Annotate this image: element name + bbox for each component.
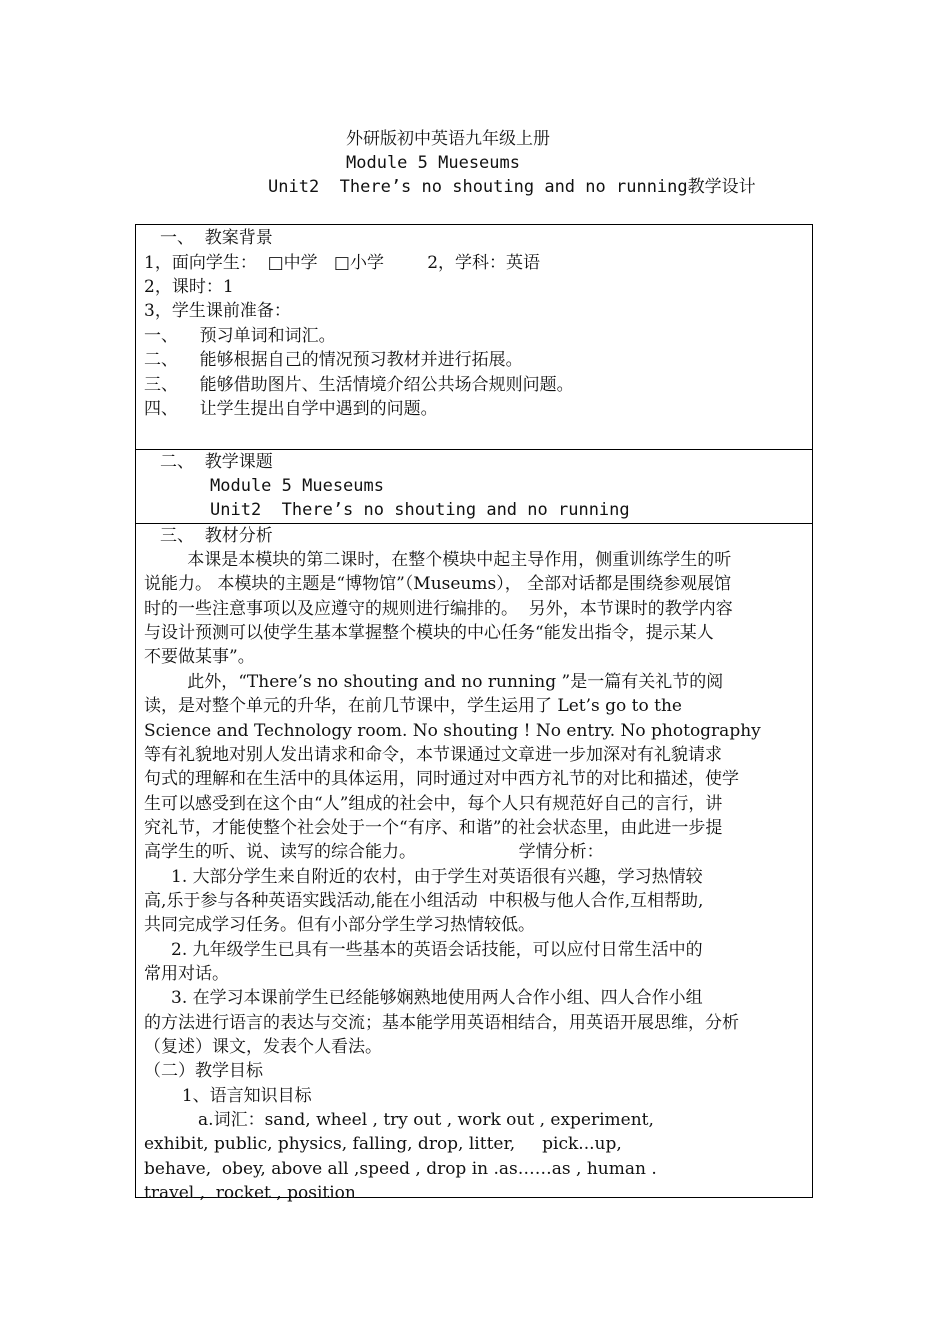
class-hours-line: 2，课时：1 [144, 277, 234, 297]
analysis-line: 时的一些注意事项以及应遵守的规则进行编排的。 另外，本节课时的教学内容 [144, 598, 733, 619]
analysis-line: 说能力。 本模块的主题是“博物馆”（Museums）， 全部对话都是围绕参观展馆 [144, 574, 732, 595]
analysis-line: exhibit, public, physics, falling, drop, litter, pick...up, [144, 1134, 622, 1155]
analysis-line: 1、语言知识目标 [144, 1085, 312, 1106]
analysis-line: 1. 大部分学生来自附近的农村，由于学生对英语很有兴趣，学习热情较 [144, 866, 703, 887]
analysis-line: 高,乐于参与各种英语实践活动,能在小组活动 中积极与他人合作,互相帮助, [144, 890, 704, 911]
topic-module: Module 5 Mueseums [210, 476, 384, 496]
analysis-line: 常用对话。 [144, 964, 229, 984]
analysis-line: 句式的理解和在生活中的具体运用，同时通过对中西方礼节的对比和描述，使学 [144, 769, 739, 790]
student-prep-line: 3，学生课前准备： [144, 301, 291, 321]
target-students-line: 1，面向学生： □中学 □小学 2，学科：英语 [144, 253, 541, 273]
analysis-line: 2. 九年级学生已具有一些基本的英语会话技能，可以应付日常生活中的 [144, 939, 703, 960]
analysis-line: 的方法进行语言的表达与交流；基本能学用英语相结合，用英语开展思维，分析 [144, 1012, 739, 1033]
analysis-line: 等有礼貌地对别人发出请求和命令，本节课通过文章进一步加深对有礼貌请求 [144, 744, 722, 765]
analysis-line: 不要做某事”。 [144, 647, 255, 668]
analysis-line: 本课是本模块的第二课时，在整个模块中起主导作用，侧重训练学生的听 [144, 550, 732, 570]
prep-item: 一、 预习单词和词汇。 [144, 326, 336, 346]
page-title-line1: 外研版初中英语九年级上册 [346, 129, 550, 149]
analysis-line: 读，是对整个单元的升华，在前几节课中，学生运用了 Let’s go to the [144, 696, 682, 717]
analysis-line: 高学生的听、说、读写的综合能力。 学情分析： [144, 842, 604, 863]
analysis-line: 与设计预测可以使学生基本掌握整个模块的中心任务“能发出指令，提示某人 [144, 623, 714, 643]
analysis-line: 生可以感受到在这个由“人”组成的社会中，每个人只有规范好自己的言行，讲 [144, 793, 723, 814]
analysis-line: 3. 在学习本课前学生已经能够娴熟地使用两人合作小组、四人合作小组 [144, 988, 703, 1009]
section-heading-background: 一、 教案背景 [160, 228, 273, 248]
analysis-line: Science and Technology room. No shouting ! No entry. No photography [144, 720, 761, 741]
page-title-line3: Unit2 There’s no shouting and no running教学设计 [268, 177, 756, 197]
analysis-line: a.词汇：sand, wheel , try out , work out , experiment, [144, 1110, 654, 1131]
prep-item: 四、 让学生提出自学中遇到的问题。 [144, 399, 438, 419]
analysis-line: behave, obey, above all ,speed , drop in .as……as , human . [144, 1158, 657, 1179]
analysis-line: 共同完成学习任务。但有小部分学生学习热情较低。 [144, 915, 535, 936]
prep-item: 二、 能够根据自己的情况预习教材并进行拓展。 [144, 350, 523, 370]
analysis-line: （复述）课文，发表个人看法。 [144, 1037, 382, 1057]
topic-unit: Unit2 There’s no shouting and no running [210, 500, 630, 520]
page-title-line2: Module 5 Mueseums [346, 153, 520, 173]
analysis-line: 究礼节，才能使整个社会处于一个“有序、和谐”的社会状态里，由此进一步提 [144, 817, 723, 838]
section-heading-topic: 二、 教学课题 [160, 452, 273, 472]
analysis-line: 此外，“There’s no shouting and no running ”是一篇有关礼节的阅 [144, 671, 724, 692]
analysis-line: travel , rocket , position [144, 1183, 356, 1204]
analysis-line: （二）教学目标 [144, 1061, 263, 1082]
section-heading-analysis: 三、 教材分析 [160, 526, 273, 546]
prep-item: 三、 能够借助图片、生活情境介绍公共场合规则问题。 [144, 375, 574, 395]
